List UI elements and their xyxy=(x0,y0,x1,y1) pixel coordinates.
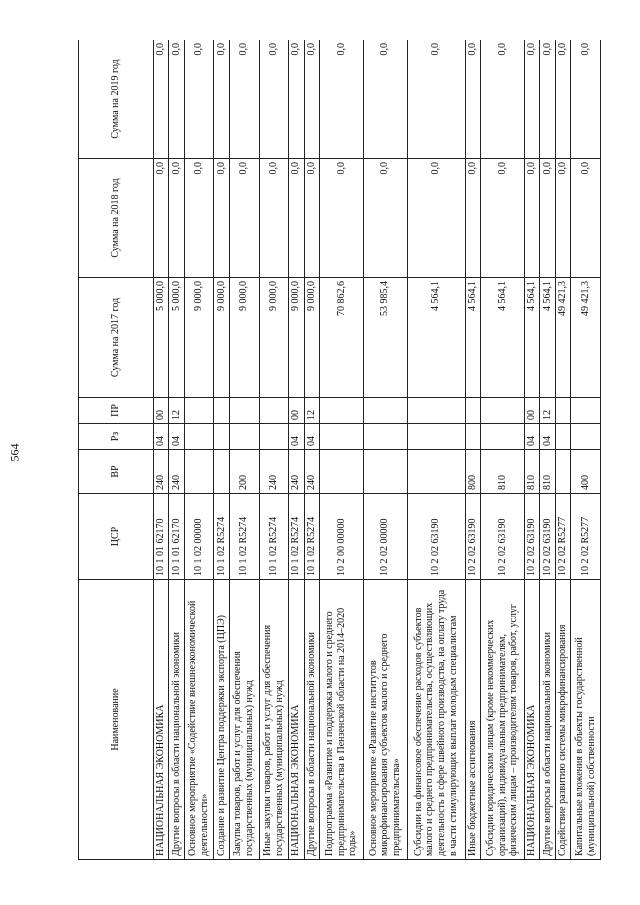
cell-name: Основное мероприятие «Содействие внешнеэкономической деятельности» xyxy=(184,580,214,860)
cell-rz xyxy=(407,424,465,450)
cell-name: Другие вопросы в области национальной экономики xyxy=(304,580,319,860)
cell-rz: 04 xyxy=(169,424,184,450)
cell-sum-2017: 9 000,0 xyxy=(214,278,229,398)
cell-sum-2018: 0,0 xyxy=(259,159,289,278)
cell-sum-2019: 0,0 xyxy=(363,40,407,159)
cell-vr: 240 xyxy=(289,450,304,494)
cell-sum-2017: 4 564,1 xyxy=(481,278,525,398)
cell-csr: 10 2 02 63190 xyxy=(465,494,480,580)
table-row xyxy=(363,40,407,860)
cell-csr: 10 2 02 63190 xyxy=(407,494,465,580)
cell-rz xyxy=(259,424,289,450)
cell-sum-2018: 0,0 xyxy=(465,159,480,278)
cell-rz xyxy=(363,424,407,450)
cell-sum-2018: 0,0 xyxy=(407,159,465,278)
cell-vr xyxy=(407,450,465,494)
header-name: Наименование xyxy=(79,580,154,860)
cell-name: Капитальные вложения в объекты государственной (муниципальной) собственности xyxy=(571,580,601,860)
page-number-text: 564 xyxy=(7,443,22,462)
cell-pr xyxy=(363,398,407,424)
table-row xyxy=(465,40,480,860)
cell-csr: 10 1 02 R5274 xyxy=(229,494,259,580)
cell-sum-2018: 0,0 xyxy=(540,159,555,278)
cell-sum-2018: 0,0 xyxy=(169,159,184,278)
cell-vr: 810 xyxy=(525,450,540,494)
cell-pr: 12 xyxy=(169,398,184,424)
cell-pr: 12 xyxy=(540,398,555,424)
table-row xyxy=(540,40,555,860)
cell-name: Закупка товаров, работ и услуг для обеспечения государственных (муниципальных) нужд xyxy=(229,580,259,860)
cell-sum-2019: 0,0 xyxy=(169,40,184,159)
cell-name: НАЦИОНАЛЬНАЯ ЭКОНОМИКА xyxy=(289,580,304,860)
cell-sum-2019: 0,0 xyxy=(555,40,570,159)
cell-sum-2018: 0,0 xyxy=(363,159,407,278)
cell-sum-2018: 0,0 xyxy=(229,159,259,278)
cell-pr xyxy=(184,398,214,424)
header-sum-2017: Сумма на 2017 год xyxy=(79,278,154,398)
cell-sum-2017: 4 564,1 xyxy=(407,278,465,398)
rotated-table-container xyxy=(78,40,601,860)
header-csr: ЦСР xyxy=(79,494,154,580)
cell-sum-2019: 0,0 xyxy=(214,40,229,159)
cell-sum-2019: 0,0 xyxy=(525,40,540,159)
cell-name: Другие вопросы в области национальной экономики xyxy=(540,580,555,860)
cell-vr: 200 xyxy=(229,450,259,494)
cell-vr: 240 xyxy=(304,450,319,494)
cell-pr xyxy=(229,398,259,424)
cell-pr: 00 xyxy=(154,398,169,424)
cell-rz: 04 xyxy=(525,424,540,450)
cell-csr: 10 2 00 00000 xyxy=(319,494,363,580)
cell-sum-2019: 0,0 xyxy=(304,40,319,159)
cell-sum-2017: 9 000,0 xyxy=(184,278,214,398)
cell-sum-2019: 0,0 xyxy=(289,40,304,159)
cell-vr xyxy=(319,450,363,494)
table-row xyxy=(259,40,289,860)
cell-rz xyxy=(184,424,214,450)
cell-sum-2017: 5 000,0 xyxy=(169,278,184,398)
budget-table xyxy=(78,40,601,860)
cell-sum-2017: 9 000,0 xyxy=(304,278,319,398)
cell-vr xyxy=(184,450,214,494)
header-sum-2019: Сумма на 2019 год xyxy=(79,40,154,159)
cell-sum-2018: 0,0 xyxy=(214,159,229,278)
table-row xyxy=(289,40,304,860)
cell-sum-2017: 4 564,1 xyxy=(540,278,555,398)
table-row xyxy=(154,40,169,860)
cell-rz xyxy=(481,424,525,450)
cell-csr: 10 2 02 R5277 xyxy=(555,494,570,580)
cell-sum-2019: 0,0 xyxy=(184,40,214,159)
cell-pr: 00 xyxy=(525,398,540,424)
cell-sum-2018: 0,0 xyxy=(571,159,601,278)
cell-name: Подпрограмма «Развитие и поддержка малого и среднего предпринимательства в Пензенской области на 2014–2020 годы» xyxy=(319,580,363,860)
header-row xyxy=(79,40,154,860)
cell-name: Субсидии на финансовое обеспечение расходов субъектов малого и среднего предпринимательства, осуществляющих деятельность в сфере швейного производства, на оплату труда в части стимулирующих выплат молодым специалистам xyxy=(407,580,465,860)
cell-csr: 10 1 02 R5274 xyxy=(289,494,304,580)
table-row xyxy=(481,40,525,860)
cell-vr: 240 xyxy=(169,450,184,494)
cell-sum-2019: 0,0 xyxy=(407,40,465,159)
cell-sum-2017: 53 985,4 xyxy=(363,278,407,398)
cell-vr: 240 xyxy=(259,450,289,494)
cell-csr: 10 1 02 R5274 xyxy=(214,494,229,580)
cell-csr: 10 1 02 00000 xyxy=(184,494,214,580)
cell-sum-2017: 4 564,1 xyxy=(465,278,480,398)
cell-sum-2017: 49 421,3 xyxy=(555,278,570,398)
cell-vr: 240 xyxy=(154,450,169,494)
cell-pr xyxy=(259,398,289,424)
cell-rz: 04 xyxy=(540,424,555,450)
cell-name: Другие вопросы в области национальной экономики xyxy=(169,580,184,860)
cell-name: НАЦИОНАЛЬНАЯ ЭКОНОМИКА xyxy=(154,580,169,860)
cell-vr: 400 xyxy=(571,450,601,494)
cell-sum-2018: 0,0 xyxy=(555,159,570,278)
header-rz: Рз xyxy=(79,424,154,450)
cell-vr: 810 xyxy=(540,450,555,494)
cell-name: Основное мероприятие «Развитие институтов микрофинансирования субъектов малого и среднего предпринимательства» xyxy=(363,580,407,860)
header-sum-2018: Сумма на 2018 год xyxy=(79,159,154,278)
cell-sum-2019: 0,0 xyxy=(481,40,525,159)
cell-rz: 04 xyxy=(289,424,304,450)
cell-sum-2017: 49 421,3 xyxy=(571,278,601,398)
cell-sum-2018: 0,0 xyxy=(525,159,540,278)
cell-sum-2019: 0,0 xyxy=(319,40,363,159)
cell-rz xyxy=(465,424,480,450)
cell-csr: 10 1 01 62170 xyxy=(169,494,184,580)
table-body xyxy=(154,40,601,860)
cell-pr xyxy=(407,398,465,424)
cell-vr: 800 xyxy=(465,450,480,494)
table-row xyxy=(304,40,319,860)
cell-sum-2017: 9 000,0 xyxy=(229,278,259,398)
cell-pr xyxy=(214,398,229,424)
cell-rz xyxy=(319,424,363,450)
cell-sum-2018: 0,0 xyxy=(304,159,319,278)
header-vr: ВР xyxy=(79,450,154,494)
table-row xyxy=(525,40,540,860)
table-row xyxy=(214,40,229,860)
cell-sum-2018: 0,0 xyxy=(481,159,525,278)
cell-sum-2017: 9 000,0 xyxy=(259,278,289,398)
cell-rz xyxy=(555,424,570,450)
cell-pr: 00 xyxy=(289,398,304,424)
table-row xyxy=(229,40,259,860)
page-number xyxy=(0,0,30,905)
cell-pr xyxy=(571,398,601,424)
cell-csr: 10 2 02 63190 xyxy=(481,494,525,580)
cell-sum-2018: 0,0 xyxy=(184,159,214,278)
cell-csr: 10 1 01 62170 xyxy=(154,494,169,580)
cell-name: Создание и развитие Центра поддержки экспорта (ЦПЭ) xyxy=(214,580,229,860)
cell-vr xyxy=(555,450,570,494)
cell-sum-2019: 0,0 xyxy=(154,40,169,159)
cell-csr: 10 2 02 00000 xyxy=(363,494,407,580)
cell-rz xyxy=(229,424,259,450)
cell-pr xyxy=(465,398,480,424)
cell-csr: 10 2 02 63190 xyxy=(525,494,540,580)
cell-rz xyxy=(214,424,229,450)
cell-name: Субсидии юридическим лицам (кроме некоммерческих организаций), индивидуальным предпринимателям, физическим лицам – производителям товаров, работ, услуг xyxy=(481,580,525,860)
cell-sum-2017: 5 000,0 xyxy=(154,278,169,398)
cell-csr: 10 1 02 R5274 xyxy=(259,494,289,580)
cell-rz: 04 xyxy=(304,424,319,450)
cell-sum-2018: 0,0 xyxy=(289,159,304,278)
cell-rz: 04 xyxy=(154,424,169,450)
cell-sum-2019: 0,0 xyxy=(540,40,555,159)
table-row xyxy=(319,40,363,860)
cell-vr: 810 xyxy=(481,450,525,494)
cell-sum-2017: 70 862,6 xyxy=(319,278,363,398)
cell-csr: 10 2 02 63190 xyxy=(540,494,555,580)
cell-sum-2018: 0,0 xyxy=(319,159,363,278)
cell-pr xyxy=(555,398,570,424)
cell-name: Содействие развитию системы микрофинансирования xyxy=(555,580,570,860)
cell-csr: 10 2 02 R5277 xyxy=(571,494,601,580)
table-row xyxy=(407,40,465,860)
cell-sum-2019: 0,0 xyxy=(229,40,259,159)
cell-pr xyxy=(319,398,363,424)
cell-sum-2017: 4 564,1 xyxy=(525,278,540,398)
cell-pr: 12 xyxy=(304,398,319,424)
cell-sum-2019: 0,0 xyxy=(465,40,480,159)
cell-pr xyxy=(481,398,525,424)
cell-sum-2019: 0,0 xyxy=(571,40,601,159)
cell-name: НАЦИОНАЛЬНАЯ ЭКОНОМИКА xyxy=(525,580,540,860)
cell-sum-2018: 0,0 xyxy=(154,159,169,278)
cell-vr xyxy=(214,450,229,494)
table-row xyxy=(184,40,214,860)
header-pr: ПР xyxy=(79,398,154,424)
cell-vr xyxy=(363,450,407,494)
cell-sum-2017: 9 000,0 xyxy=(289,278,304,398)
cell-name: Иные бюджетные ассигнования xyxy=(465,580,480,860)
table-row xyxy=(169,40,184,860)
cell-rz xyxy=(571,424,601,450)
table-row xyxy=(571,40,601,860)
cell-csr: 10 1 02 R5274 xyxy=(304,494,319,580)
table-row xyxy=(555,40,570,860)
table-header xyxy=(79,40,154,860)
cell-name: Иные закупки товаров, работ и услуг для обеспечения государственных (муниципальных) нужд xyxy=(259,580,289,860)
cell-sum-2019: 0,0 xyxy=(259,40,289,159)
